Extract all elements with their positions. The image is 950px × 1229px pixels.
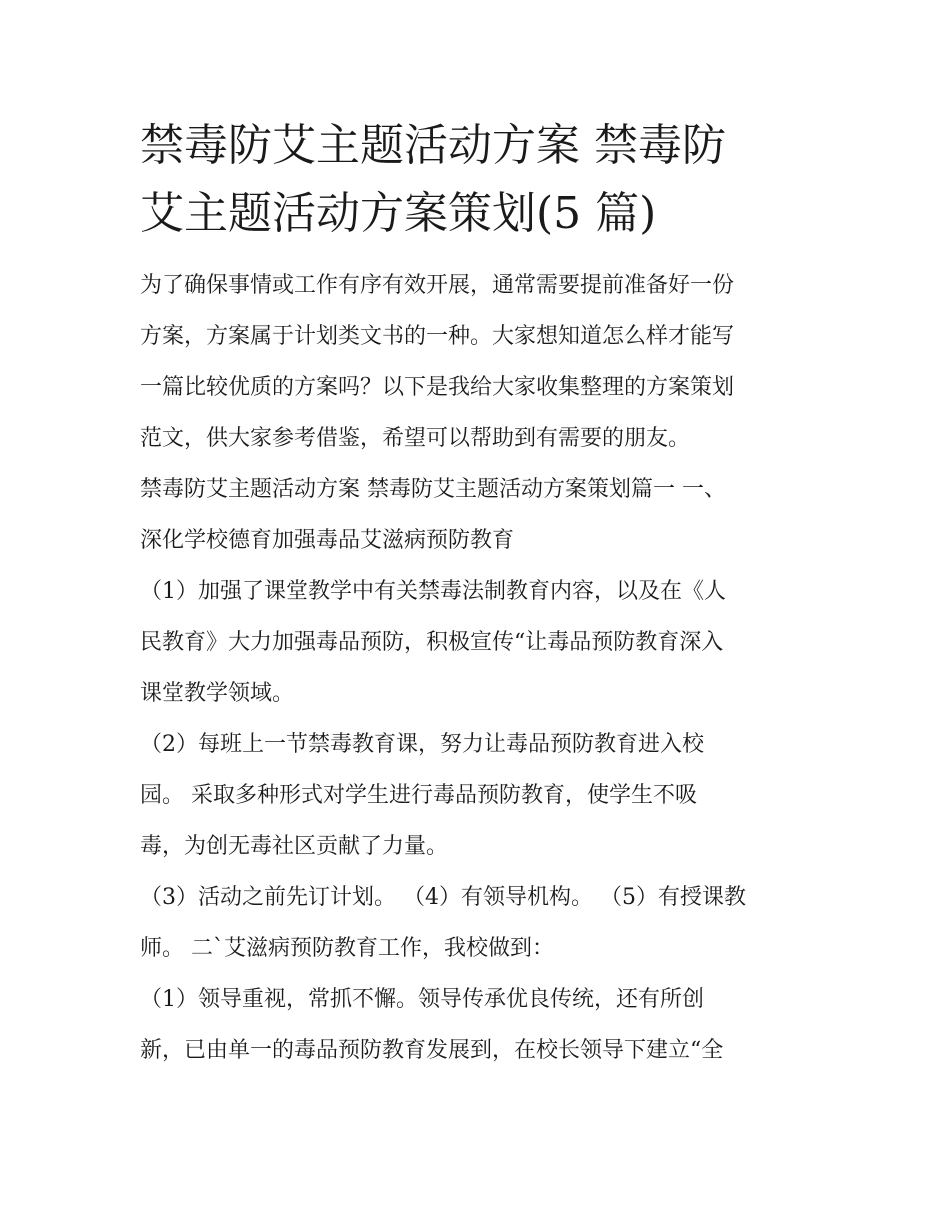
body-line-10: （2）每班上一节禁毒教育课，努力让毒品预防教育进入校 (140, 732, 704, 757)
document-page (140, 112, 820, 1076)
body-line-13: （3）活动之前先订计划。 （4）有领导机构。 （5）有授课教 (140, 885, 746, 910)
body-line-4: 范文，供大家参考借鉴，希望可以帮助到有需要的朋友。 (140, 426, 691, 451)
body-line-6: 深化学校德育加强毒品艾滋病预防教育 (140, 528, 515, 553)
body-line-16: 新，已由单一的毒品预防教育发展到，在校长领导下建立“全 (140, 1038, 724, 1063)
body-line-14: 师。 二`艾滋病预防教育工作，我校做到： (140, 936, 554, 961)
body-line-2: 方案，方案属于计划类文书的一种。大家想知道怎么样才能写 (140, 324, 735, 349)
body-line-8: 民教育》大力加强毒品预防，积极宣传“让毒品预防教育深入 (140, 630, 724, 655)
title-line-1: 禁毒防艾主题活动方案 禁毒防 (140, 120, 726, 171)
body-line-15: （1）领导重视，常抓不懈。领导传承优良传统，还有所创 (140, 987, 704, 1012)
document-title (140, 112, 820, 248)
body-line-7: （1）加强了课堂教学中有关禁毒法制教育内容，以及在《人 (140, 579, 726, 604)
body-line-3: 一篇比较优质的方案吗？以下是我给大家收集整理的方案策划 (140, 375, 735, 400)
body-line-5: 禁毒防艾主题活动方案 禁毒防艾主题活动方案策划篇一 一、 (140, 477, 726, 502)
body-line-12: 毒，为创无毒社区贡献了力量。 (140, 834, 449, 859)
body-line-11: 园。 采取多种形式对学生进行毒品预防教育，使学生不吸 (140, 783, 697, 808)
title-line-2: 艾主题活动方案策划(5 篇) (140, 188, 657, 239)
document-body (140, 260, 820, 1076)
body-line-1: 为了确保事情或工作有序有效开展，通常需要提前准备好一份 (140, 273, 735, 298)
body-line-9: 课堂教学领域。 (140, 681, 295, 706)
